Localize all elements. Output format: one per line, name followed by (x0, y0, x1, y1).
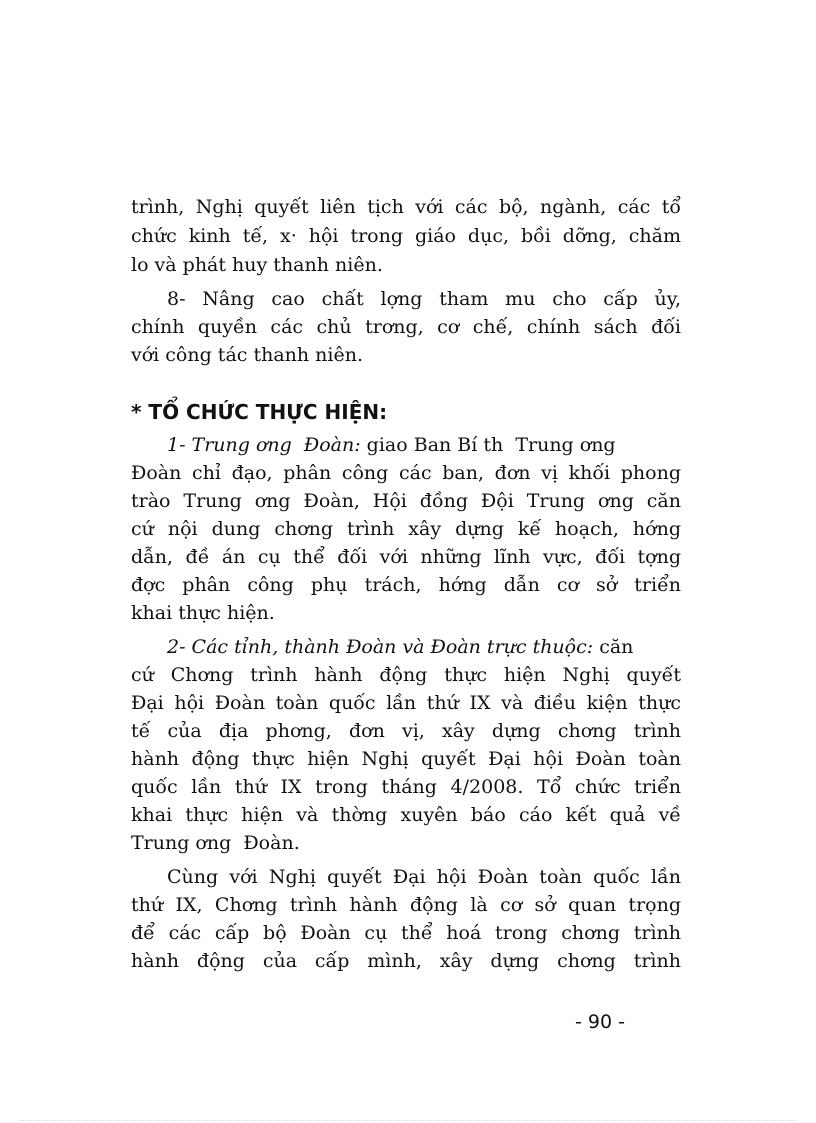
paragraph-line: 8- Nâng cao chất lợng tham mu cho cấp ủy, (167, 288, 681, 310)
paragraph-line: với công tác thanh niên. (131, 344, 363, 366)
paragraph-line: để các cấp bộ Đoàn cụ thể hoá trong chơng trình (131, 922, 681, 944)
item-2-text: căn (593, 636, 634, 658)
item-1-text: giao Ban Bí th Trung ơng (360, 434, 616, 456)
paragraph-line: trào Trung ơng Đoàn, Hội đồng Đội Trung ơng căn (131, 490, 681, 512)
paragraph-line: thứ IX, Chơng trình hành động là cơ sở quan trọng (131, 894, 681, 916)
paragraph-line: đợc phân công phụ trách, hớng dẫn cơ sở triển (131, 574, 681, 596)
page-number: - 90 - (575, 1011, 625, 1033)
paragraph-line: Đại hội Đoàn toàn quốc lần thứ IX và điều kiện thực (131, 692, 681, 714)
paragraph-line: khai thực hiện và thờng xuyên báo cáo kết quả về (131, 804, 681, 826)
item-2-label: 2- Các tỉnh, thành Đoàn và Đoàn trực thuộc: (167, 636, 594, 658)
paragraph-line: cứ nội dung chơng trình xây dựng kế hoạch, hớng (131, 518, 681, 540)
paragraph-line: quốc lần thứ IX trong tháng 4/2008. Tổ chức triển (131, 776, 681, 798)
paragraph-line: Cùng với Nghị quyết Đại hội Đoàn toàn quốc lần (167, 866, 681, 888)
paragraph-line: trình, Nghị quyết liên tịch với các bộ, ngành, các tổ (131, 196, 681, 218)
section-heading: * TỔ CHỨC THỰC HIỆN: (131, 400, 388, 424)
item-1-first-line (167, 431, 681, 459)
item-2-first-line (167, 633, 681, 661)
paragraph-line: chính quyền các chủ trơng, cơ chế, chính sách đối (131, 316, 681, 338)
paragraph-line: tế của địa phơng, đơn vị, xây dựng chơng trình (131, 720, 681, 742)
paragraph-line: hành động thực hiện Nghị quyết Đại hội Đoàn toàn (131, 748, 681, 770)
paragraph-line: Trung ơng Đoàn. (131, 832, 300, 854)
paragraph-line: hành động của cấp mình, xây dựng chơng trình (131, 950, 681, 972)
paragraph-line: khai thực hiện. (131, 602, 275, 624)
item-1-label: 1- Trung ơng Đoàn: (167, 434, 361, 456)
paragraph-line: cứ Chơng trình hành động thực hiện Nghị quyết (131, 664, 681, 686)
paragraph-line: lo và phát huy thanh niên. (131, 254, 383, 276)
paragraph-line: Đoàn chỉ đạo, phân công các ban, đơn vị khối phong (131, 462, 681, 484)
paragraph-line: chức kinh tế, x· hội trong giáo dục, bồi dỡng, chăm (131, 225, 681, 247)
bottom-divider (20, 1120, 796, 1121)
paragraph-line: dẫn, đề án cụ thể đối với những lĩnh vực, đối tợng (131, 546, 681, 568)
